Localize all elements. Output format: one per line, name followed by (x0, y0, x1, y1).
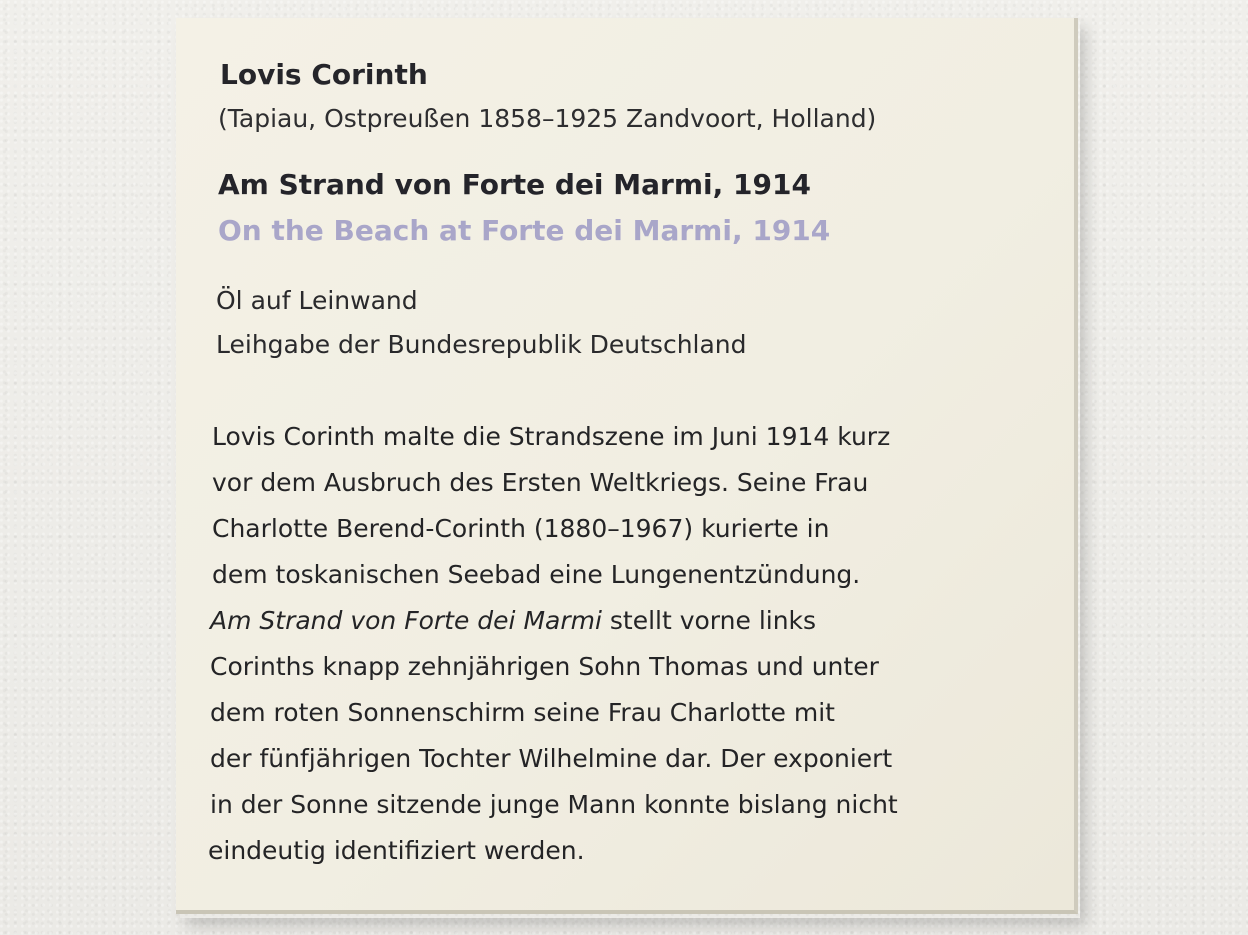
artwork-title-english: On the Beach at Forte dei Marmi, 1914 (218, 214, 831, 247)
artwork-title-german: Am Strand von Forte dei Marmi, 1914 (218, 168, 811, 201)
description-line: in der Sonne sitzende junge Mann konnte bislang nicht (210, 790, 898, 819)
description-italic-title: Am Strand von Forte dei Marmi (210, 606, 602, 635)
description-line: vor dem Ausbruch des Ersten Weltkriegs. Seine Frau (212, 468, 869, 497)
museum-wall-label (176, 18, 1078, 914)
description-line: der fünfjährigen Tochter Wilhelmine dar. Der exponiert (210, 744, 893, 773)
description-line: dem roten Sonnenschirm seine Frau Charlotte mit (210, 698, 835, 727)
artwork-credit-line: Leihgabe der Bundesrepublik Deutschland (216, 330, 747, 359)
artwork-medium: Öl auf Leinwand (216, 286, 418, 315)
description-line: Corinths knapp zehnjährigen Sohn Thomas und unter (210, 652, 879, 681)
artist-life-dates: (Tapiau, Ostpreußen 1858–1925 Zandvoort, Holland) (218, 104, 877, 133)
description-text: stellt vorne links (601, 606, 817, 635)
artist-name: Lovis Corinth (220, 58, 428, 91)
description-line: Lovis Corinth malte die Strandszene im Juni 1914 kurz (212, 422, 891, 451)
description-line: dem toskanischen Seebad eine Lungenentzündung. (212, 560, 861, 589)
description-line: Charlotte Berend-Corinth (1880–1967) kurierte in (212, 514, 830, 543)
description-line: eindeutig identifiziert werden. (208, 836, 585, 865)
description-line (210, 606, 816, 635)
